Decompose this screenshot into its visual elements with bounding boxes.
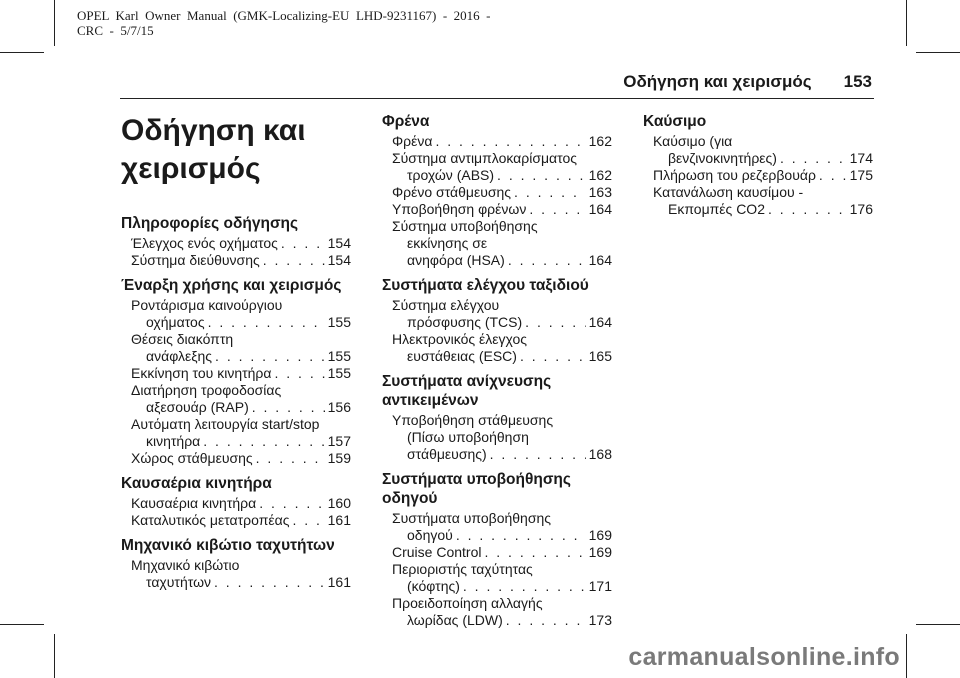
toc-entry[interactable]	[131, 235, 351, 252]
dot-leader	[281, 235, 325, 252]
toc-entry-page: 164	[588, 252, 612, 268]
toc-entry-page: 154	[327, 252, 351, 268]
toc-entry[interactable]	[131, 557, 351, 591]
toc-entry-text: Έλεγχος ενός οχήματος	[131, 235, 278, 251]
dot-leader	[506, 612, 586, 629]
toc-entry-page: 161	[327, 512, 351, 528]
toc-entry-text: οδηγού	[407, 527, 453, 543]
crop-mark	[916, 624, 960, 625]
toc-entry-text: Φρένο στάθμευσης	[392, 184, 512, 200]
toc-entry-text: Χώρος στάθμευσης	[131, 450, 253, 466]
toc-entry[interactable]	[131, 252, 351, 269]
toc-entry[interactable]	[392, 201, 612, 218]
header-rule	[120, 98, 874, 99]
dot-leader	[263, 252, 325, 269]
toc-entry-page: 155	[327, 348, 351, 364]
toc-entry-text: Προειδοποίηση αλλαγής	[392, 595, 543, 611]
section-heading: Συστήματα ανίχνευσης αντικειμένων	[382, 373, 552, 409]
toc-entry[interactable]	[131, 416, 351, 450]
toc-entry-text: τροχών (ABS)	[407, 167, 495, 183]
crop-mark	[0, 624, 44, 625]
toc-entry[interactable]	[392, 510, 612, 544]
toc-entry-text: ταχυτήτων	[146, 574, 212, 590]
toc-entry-page: 159	[327, 450, 351, 466]
dot-leader	[768, 201, 847, 218]
toc-entry-text: Θέσεις διακόπτη	[131, 331, 234, 347]
toc-entry[interactable]	[392, 561, 612, 595]
dot-leader	[514, 184, 586, 201]
toc-entry-page: 164	[588, 201, 612, 217]
toc-entry-text: Ηλεκτρονικός έλεγχος	[392, 331, 527, 347]
crop-mark	[0, 52, 44, 53]
toc-entry-text: Καύσιμο (για	[653, 133, 733, 149]
toc-entry-page: 169	[588, 544, 612, 560]
toc-entry-page: 162	[588, 133, 612, 149]
toc-entry-page: 155	[327, 314, 351, 330]
toc-entry-page: 160	[327, 495, 351, 511]
toc-entry-page: 156	[327, 399, 351, 415]
toc-entry-page: 171	[588, 578, 612, 594]
toc-entry[interactable]	[392, 595, 612, 629]
toc-entry-text: στάθμευσης)	[407, 446, 487, 462]
dot-leader	[203, 433, 324, 450]
dot-leader	[215, 348, 325, 365]
print-header-line1: OPEL Karl Owner Manual (GMK-Localizing-EU LHD-9231167) - 2016 -	[77, 8, 491, 23]
dot-leader	[456, 527, 586, 544]
toc-entry[interactable]	[131, 365, 351, 382]
toc-entry-text: ανηφόρα (HSA)	[407, 252, 505, 268]
toc-entry-page: 163	[588, 184, 612, 200]
toc-entry-text: Καταλυτικός μετατροπέας	[131, 512, 290, 528]
toc-entry-text: αξεσουάρ (RAP)	[146, 399, 249, 415]
toc-entry-text: Υποβοήθηση στάθμευσης	[392, 412, 554, 428]
toc-entry-page: 161	[327, 574, 351, 590]
toc-entry-text: ανάφλεξης	[146, 348, 213, 364]
dot-leader	[780, 150, 847, 167]
toc-entry-text: πρόσφυσης (TCS)	[407, 314, 523, 330]
dot-leader	[525, 314, 585, 331]
dot-leader	[214, 574, 325, 591]
toc-entry-text: Φρένα	[392, 133, 433, 149]
dot-leader	[529, 201, 585, 218]
print-header	[77, 8, 491, 38]
toc-column-1	[121, 112, 351, 591]
dot-leader	[490, 446, 586, 463]
toc-entry[interactable]	[392, 331, 612, 365]
page-header-title: Οδήγηση και χειρισμός	[623, 72, 812, 91]
toc-entry-text: Εκκίνηση του κινητήρα	[131, 365, 272, 381]
toc-entry-page: 165	[588, 348, 612, 364]
toc-entry[interactable]	[392, 297, 612, 331]
toc-column-2	[382, 112, 612, 629]
toc-entry[interactable]	[131, 297, 351, 331]
toc-entry-page: 157	[327, 433, 351, 449]
section-heading: Πληροφορίες οδήγησης	[121, 215, 299, 232]
crop-mark	[54, 634, 55, 678]
section-heading: Καύσιμο	[643, 113, 707, 130]
crop-mark	[906, 634, 907, 678]
toc-entry-page: 168	[588, 446, 612, 462]
toc-entry-page: 162	[588, 167, 612, 183]
dot-leader	[520, 348, 586, 365]
toc-entry-text: (Πίσω υποβοήθηση	[407, 429, 529, 445]
dot-leader	[508, 252, 586, 269]
page-header	[623, 72, 872, 92]
crop-mark	[54, 0, 55, 46]
section-heading: Φρένα	[382, 113, 430, 130]
toc-entry-text: οχήματος	[146, 314, 205, 330]
toc-entry-text: Συστήματα υποβοήθησης	[392, 510, 552, 526]
toc-entry-text: Περιοριστής ταχύτητας	[392, 561, 533, 577]
toc-entry[interactable]	[653, 184, 873, 218]
toc-entry-text: βενζινοκινητήρες)	[668, 150, 777, 166]
toc-entry-text: Σύστημα αντιμπλοκαρίσματος	[392, 150, 578, 166]
print-header-line2: CRC - 5/7/15	[77, 23, 154, 38]
toc-entry-page: 176	[849, 201, 873, 217]
section-heading: Συστήματα υποβοήθησης οδηγού	[382, 471, 571, 507]
toc-entry[interactable]	[653, 167, 873, 184]
toc-entry[interactable]	[392, 544, 612, 561]
dot-leader	[435, 133, 585, 150]
toc-entry[interactable]	[392, 412, 612, 463]
section-heading: Μηχανικό κιβώτιο ταχυτήτων	[121, 537, 335, 554]
toc-entry-text: Ροντάρισμα καινούργιου	[131, 297, 283, 313]
dot-leader	[463, 578, 586, 595]
toc-entry-page: 175	[849, 167, 873, 183]
toc-entry-text: (κόφτης)	[407, 578, 460, 594]
toc-entry-text: λωρίδας (LDW)	[407, 612, 503, 628]
dot-leader	[259, 495, 324, 512]
dot-leader	[256, 450, 325, 467]
crop-mark	[906, 0, 907, 46]
toc-entry-text: Σύστημα ελέγχου	[392, 297, 500, 313]
section-heading: Συστήματα ελέγχου ταξιδιού	[382, 277, 589, 294]
crop-mark	[916, 52, 960, 53]
toc-entry-page: 169	[588, 527, 612, 543]
toc-entry-text: Σύστημα υποβοήθησης	[392, 218, 538, 234]
section-heading: Καυσαέρια κινητήρα	[121, 475, 272, 492]
toc-entry-text: Σύστημα διεύθυνσης	[131, 252, 260, 268]
watermark: carmanualsonline.info	[628, 643, 900, 671]
toc-entry-text: Αυτόματη λειτουργία start/stop	[131, 416, 320, 432]
page-number: 153	[843, 72, 872, 91]
toc-entry[interactable]	[131, 495, 351, 512]
toc-entry[interactable]	[392, 184, 612, 201]
toc-entry[interactable]	[131, 331, 351, 365]
toc-entry-text: ευστάθειας (ESC)	[407, 348, 517, 364]
toc-entry-text: Κατανάλωση καυσίμου -	[653, 184, 804, 200]
dot-leader	[208, 314, 325, 331]
toc-column-3	[643, 112, 873, 218]
dot-leader	[484, 544, 585, 561]
toc-entry-page: 173	[588, 612, 612, 628]
dot-leader	[497, 167, 586, 184]
toc-entry-text: Καυσαέρια κινητήρα	[131, 495, 257, 511]
toc-entry[interactable]	[131, 450, 351, 467]
toc-entry[interactable]	[392, 133, 612, 150]
toc-entry[interactable]	[131, 382, 351, 416]
chapter-title: Οδήγηση και χειρισμός	[121, 114, 306, 185]
section-heading: Έναρξη χρήσης και χειρισμός	[121, 277, 342, 294]
toc-entry-text: Εκπομπές CO2	[668, 201, 765, 217]
toc-entry-text: Μηχανικό κιβώτιο	[131, 557, 240, 573]
toc-entry[interactable]	[653, 133, 873, 167]
toc-entry-page: 155	[327, 365, 351, 381]
toc-entry-text: Υποβοήθηση φρένων	[392, 201, 527, 217]
toc-entry-text: κινητήρα	[146, 433, 201, 449]
dot-leader	[252, 399, 325, 416]
dot-leader	[275, 365, 325, 382]
toc-entry-text: Διατήρηση τροφοδοσίας	[131, 382, 282, 398]
toc-entry-text: εκκίνησης σε	[407, 235, 488, 251]
toc-entry-page: 164	[588, 314, 612, 330]
toc-entry[interactable]	[131, 512, 351, 529]
toc-entry-text: Πλήρωση του ρεζερβουάρ	[653, 167, 816, 183]
toc-entry[interactable]	[392, 150, 612, 184]
toc-entry-text: Cruise Control	[392, 544, 482, 560]
toc-entry-page: 174	[849, 150, 873, 166]
toc-entry-page: 154	[327, 235, 351, 251]
dot-leader	[292, 512, 324, 529]
dot-leader	[819, 167, 847, 184]
toc-entry[interactable]	[392, 218, 612, 269]
